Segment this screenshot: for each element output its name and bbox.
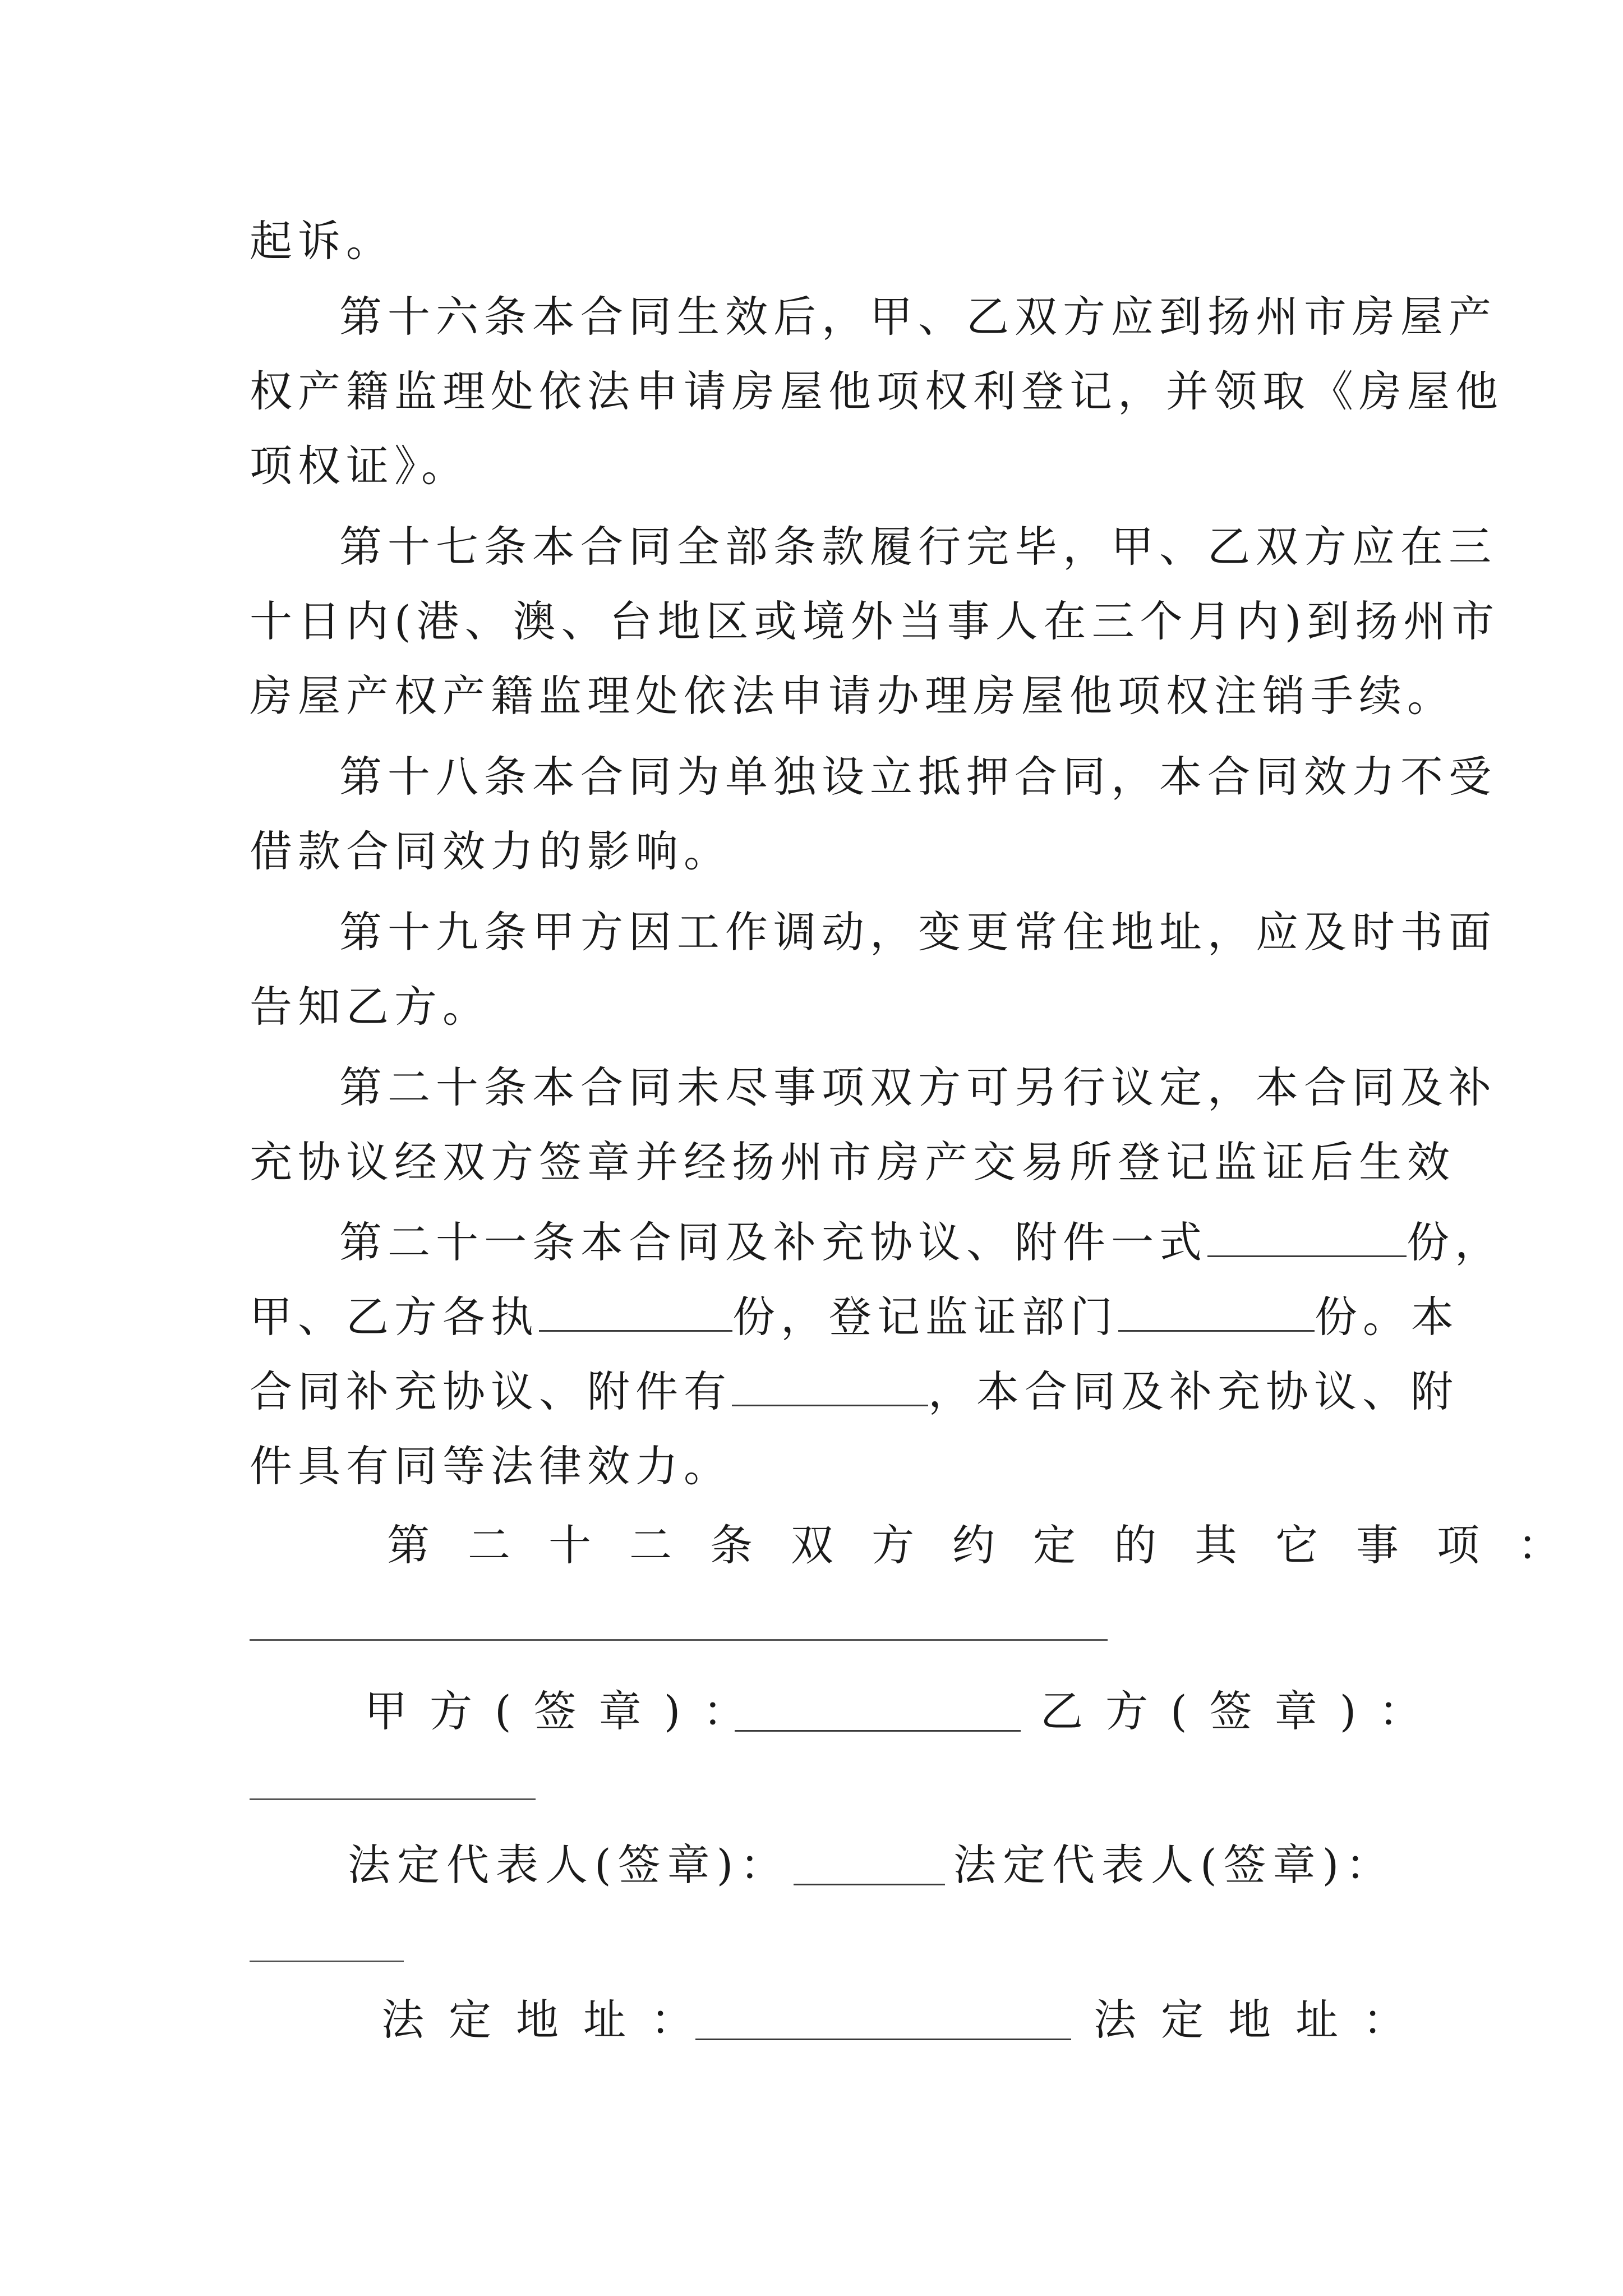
legal-rep-a-label: 法定代表人(签章)： (348, 1840, 790, 1890)
copies-total-blank (1207, 1216, 1407, 1257)
party-b-signature-blank (250, 1798, 536, 1800)
article-21-text: 份。本 (1315, 1292, 1459, 1342)
paragraph-line: 起诉。 (250, 216, 394, 266)
article-21-text: 甲、乙方各执 (250, 1292, 539, 1342)
article-19-line-1: 第十九条甲方因工作调动，变更常住地址，应及时书面 (339, 907, 1497, 957)
article-19-line-2: 告知乙方。 (250, 982, 491, 1032)
article-16-line-1: 第十六条本合同生效后，甲、乙双方应到扬州市房屋产 (339, 292, 1497, 342)
article-16-line-2: 权产籍监理处依法申请房屋他项权利登记，并领取《房屋他 (250, 366, 1504, 416)
article-22-line: 第二十二条双方约定的其它事项： (387, 1520, 1598, 1570)
party-b-signature-label: 乙方(签章)： (1040, 1686, 1444, 1736)
article-20-line-1: 第二十条本合同未尽事项双方可另行议定，本合同及补 (339, 1062, 1497, 1112)
article-21-line-1 (339, 1212, 1503, 1273)
article-17-line-3: 房屋产权产籍监理处依法申请办理房屋他项权注销手续。 (250, 671, 1455, 721)
article-21-line-2 (250, 1286, 1459, 1348)
article-21-text: 份，登记监证部门 (732, 1292, 1118, 1342)
party-a-signature-blank (735, 1691, 1021, 1732)
attachments-blank (732, 1365, 928, 1406)
copies-registry-blank (1118, 1291, 1315, 1332)
legal-rep-a-blank (794, 1844, 945, 1885)
article-17-line-2: 十日内(港、澳、台地区或境外当事人在三个月内)到扬州市 (250, 596, 1500, 646)
article-18-line-2: 借款合同效力的影响。 (250, 826, 732, 876)
article-21-text: 份， (1407, 1217, 1503, 1267)
article-21-line-4: 件具有同等法律效力。 (250, 1441, 732, 1491)
address-a-blank (695, 1999, 1071, 2040)
legal-rep-b-label: 法定代表人(签章)： (953, 1840, 1395, 1890)
article-16-line-3: 项权证》。 (250, 441, 469, 491)
article-21-text: 第二十一条本合同及补充协议、附件一式 (339, 1217, 1207, 1267)
article-18-line-1: 第十八条本合同为单独设立抵押合同，本合同效力不受 (339, 752, 1497, 802)
copies-each-party-blank (539, 1291, 732, 1332)
legal-rep-b-blank (250, 1961, 404, 1962)
party-a-signature-label: 甲方(签章)： (365, 1686, 768, 1736)
article-21-text: ，本合同及补充协议、附 (928, 1366, 1459, 1416)
article-21-text: 合同补充协议、附件有 (250, 1366, 732, 1416)
other-matters-blank-line (250, 1639, 1108, 1641)
address-a-label: 法定地址： (381, 1995, 718, 2045)
article-21-line-3 (250, 1361, 1459, 1423)
article-20-line-2: 充协议经双方签章并经扬州市房产交易所登记监证后生效 (250, 1137, 1455, 1187)
article-17-line-1: 第十七条本合同全部条款履行完毕，甲、乙双方应在三 (339, 522, 1497, 572)
address-b-label: 法定地址： (1094, 1995, 1430, 2045)
